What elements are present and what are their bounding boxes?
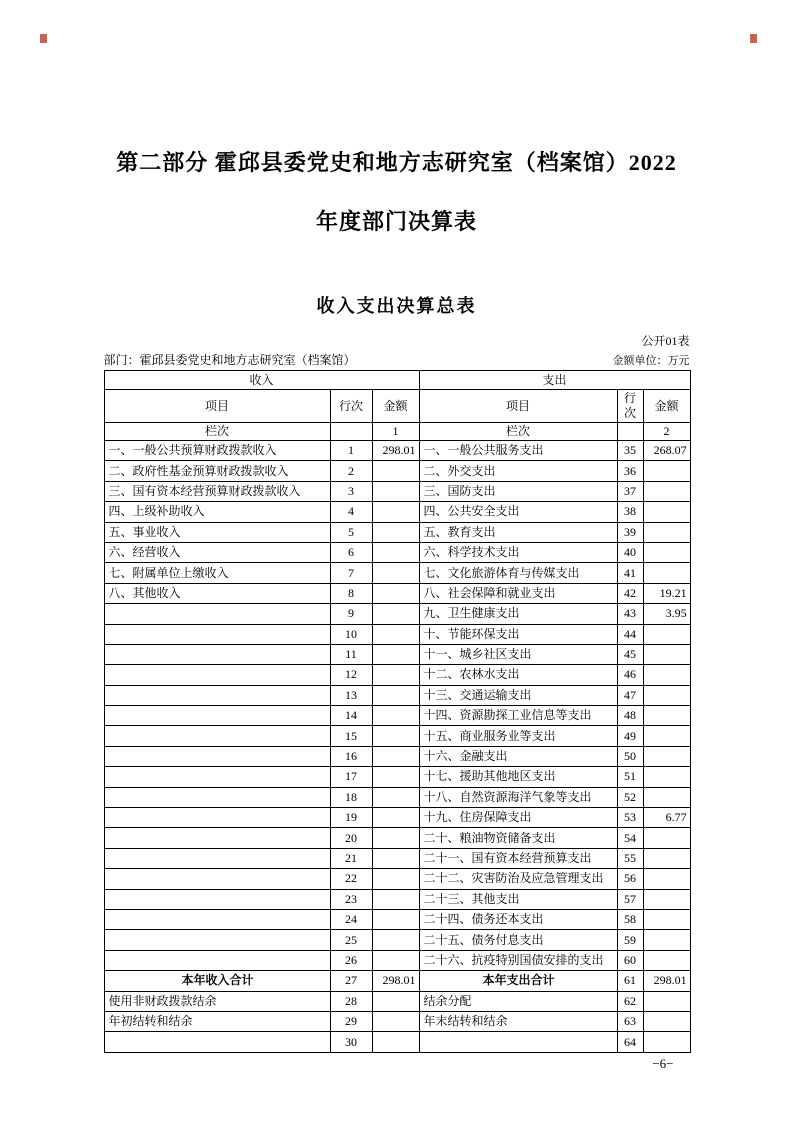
income-item-cell: [104, 930, 330, 950]
expense-amount-cell: [643, 644, 690, 664]
expense-line-cell: 51: [617, 767, 643, 787]
table-row: [104, 644, 690, 664]
expense-line-cell: 46: [617, 665, 643, 685]
expense-line-cell: 52: [617, 787, 643, 807]
expense-item-cell: 十八、自然资源海洋气象等支出: [419, 787, 617, 807]
expense-line-cell: 45: [617, 644, 643, 664]
income-line-cell: 20: [330, 828, 372, 848]
expense-line-cell: 50: [617, 746, 643, 766]
expense-line-cell: 58: [617, 909, 643, 929]
table-row: [104, 624, 690, 644]
income-item-cell: [104, 726, 330, 746]
income-amount-cell: [372, 502, 419, 522]
income-item-cell: [104, 909, 330, 929]
income-item-cell: [104, 604, 330, 624]
expense-line-cell: 39: [617, 522, 643, 542]
expense-item-cell: 十四、资源勘探工业信息等支出: [419, 706, 617, 726]
income-amount-cell: [372, 1011, 419, 1031]
income-line-cell: 22: [330, 869, 372, 889]
expense-line-cell: 35: [617, 441, 643, 461]
income-amount-cell: [372, 644, 419, 664]
expense-amount-cell: [643, 706, 690, 726]
income-line-cell: 9: [330, 604, 372, 624]
income-amount-cell: [372, 848, 419, 868]
income-amount-cell: [372, 461, 419, 481]
expense-item-cell: 八、社会保障和就业支出: [419, 583, 617, 603]
table-title: 收入支出决算总表: [316, 296, 477, 316]
expense-line-cell: 48: [617, 706, 643, 726]
income-amount-cell: [372, 726, 419, 746]
expense-amount-cell: 298.01: [643, 971, 690, 991]
table-row: [104, 909, 690, 929]
income-line-cell: 11: [330, 644, 372, 664]
expense-line-cell: 59: [617, 930, 643, 950]
income-item-cell: [104, 665, 330, 685]
income-amount-cell: [372, 767, 419, 787]
table-row: [104, 502, 690, 522]
expense-column-index: 2: [643, 423, 690, 441]
department-label: 部门：霍邱县委党史和地方志研究室（档案馆）: [103, 353, 356, 367]
table-row: [104, 930, 690, 950]
expense-item-cell: 十五、商业服务业等支出: [419, 726, 617, 746]
expense-amount-cell: [643, 787, 690, 807]
expense-line-cell: 44: [617, 624, 643, 644]
table-row: [104, 889, 690, 909]
table-code-label: 公开01表: [641, 334, 690, 348]
income-line-cell: 24: [330, 909, 372, 929]
expense-line-cell: 38: [617, 502, 643, 522]
expense-amount-cell: [643, 685, 690, 705]
section-header-row: [104, 371, 690, 390]
income-line-cell: 23: [330, 889, 372, 909]
table-row: [104, 848, 690, 868]
income-amount-cell: [372, 685, 419, 705]
expense-item-cell: 二十五、债务付息支出: [419, 930, 617, 950]
expense-amount-cell: 268.07: [643, 441, 690, 461]
expense-line-cell: 53: [617, 808, 643, 828]
expense-item-cell: 二十一、国有资本经营预算支出: [419, 848, 617, 868]
table-row: [104, 1011, 690, 1031]
expense-item-cell: 二十三、其他支出: [419, 889, 617, 909]
income-item-cell: [104, 848, 330, 868]
expense-item-cell: 五、教育支出: [419, 522, 617, 542]
expense-item-cell: 六、科学技术支出: [419, 542, 617, 562]
income-item-cell: [104, 787, 330, 807]
expense-amount-cell: [643, 665, 690, 685]
expense-line-cell: 36: [617, 461, 643, 481]
expense-line-cell: 56: [617, 869, 643, 889]
income-line-cell: 13: [330, 685, 372, 705]
expense-amount-cell: [643, 522, 690, 542]
income-amount-cell: [372, 889, 419, 909]
income-amount-cell: [372, 746, 419, 766]
income-amount-header: 金额: [372, 390, 419, 423]
expense-line-cell: 43: [617, 604, 643, 624]
income-line-cell: 10: [330, 624, 372, 644]
expense-item-cell: 三、国防支出: [419, 481, 617, 501]
income-line-cell: 28: [330, 991, 372, 1011]
income-line-cell: 4: [330, 502, 372, 522]
table-row: [104, 542, 690, 562]
income-item-cell: [104, 869, 330, 889]
income-line-cell: 21: [330, 848, 372, 868]
income-line-cell: 2: [330, 461, 372, 481]
expense-item-cell: 一、一般公共服务支出: [419, 441, 617, 461]
income-item-cell: [104, 685, 330, 705]
income-line-cell: 18: [330, 787, 372, 807]
income-column-index-label: 栏次: [104, 423, 330, 441]
income-item-cell: 三、国有资本经营预算财政拨款收入: [104, 481, 330, 501]
income-line-cell: 25: [330, 930, 372, 950]
table-row: [104, 828, 690, 848]
table-row: [104, 461, 690, 481]
table-row: [104, 808, 690, 828]
income-amount-cell: [372, 583, 419, 603]
budget-table: [104, 370, 691, 1053]
document-title-line2: 年度部门决算表: [315, 209, 477, 234]
expense-amount-cell: [643, 909, 690, 929]
expense-item-cell: 七、文化旅游体育与传媒支出: [419, 563, 617, 583]
expense-amount-cell: [643, 869, 690, 889]
income-amount-cell: [372, 991, 419, 1011]
expense-line-cell: 62: [617, 991, 643, 1011]
income-item-cell: 本年收入合计: [104, 971, 330, 991]
income-line-cell: 30: [330, 1032, 372, 1052]
expense-item-cell: 四、公共安全支出: [419, 502, 617, 522]
income-amount-cell: [372, 563, 419, 583]
expense-line-cell: 61: [617, 971, 643, 991]
income-item-cell: 四、上级补助收入: [104, 502, 330, 522]
income-item-cell: 六、经营收入: [104, 542, 330, 562]
expense-item-cell: 十九、住房保障支出: [419, 808, 617, 828]
expense-amount-cell: [643, 746, 690, 766]
expense-line-index-blank: [617, 423, 643, 441]
income-item-cell: 七、附属单位上缴收入: [104, 563, 330, 583]
income-item-cell: [104, 828, 330, 848]
table-row: [104, 604, 690, 624]
expense-line-header: 行次: [617, 390, 643, 423]
column-header-row: [104, 390, 690, 423]
expense-amount-cell: [643, 767, 690, 787]
income-amount-cell: [372, 869, 419, 889]
expense-line-cell: 54: [617, 828, 643, 848]
income-item-cell: [104, 889, 330, 909]
expense-amount-cell: [643, 991, 690, 1011]
income-item-cell: 一、一般公共预算财政拨款收入: [104, 441, 330, 461]
expense-line-cell: 37: [617, 481, 643, 501]
expense-amount-cell: [643, 1011, 690, 1031]
income-line-cell: 26: [330, 950, 372, 970]
table-row: [104, 1032, 690, 1052]
expense-item-cell: [419, 1032, 617, 1052]
table-row: [104, 991, 690, 1011]
income-amount-cell: [372, 604, 419, 624]
table-row: [104, 685, 690, 705]
expense-item-cell: 二十六、抗疫特别国债安排的支出: [419, 950, 617, 970]
expense-line-cell: 47: [617, 685, 643, 705]
income-amount-cell: [372, 909, 419, 929]
expense-item-cell: 结余分配: [419, 991, 617, 1011]
expense-amount-cell: [643, 461, 690, 481]
income-item-cell: [104, 1032, 330, 1052]
income-item-cell: [104, 624, 330, 644]
expense-amount-header: 金额: [643, 390, 690, 423]
expense-section-header: 支出: [419, 371, 690, 390]
income-amount-cell: [372, 706, 419, 726]
column-index-row: [104, 423, 690, 441]
income-item-cell: [104, 808, 330, 828]
table-row: [104, 971, 690, 991]
income-amount-cell: [372, 1032, 419, 1052]
table-row: [104, 583, 690, 603]
expense-line-cell: 64: [617, 1032, 643, 1052]
table-row: [104, 563, 690, 583]
expense-amount-cell: [643, 930, 690, 950]
income-amount-cell: [372, 930, 419, 950]
income-line-cell: 16: [330, 746, 372, 766]
expense-amount-cell: [643, 950, 690, 970]
income-item-cell: 二、政府性基金预算财政拨款收入: [104, 461, 330, 481]
expense-item-cell: 本年支出合计: [419, 971, 617, 991]
income-line-cell: 15: [330, 726, 372, 746]
expense-amount-cell: [643, 848, 690, 868]
expense-amount-cell: [643, 542, 690, 562]
income-line-cell: 1: [330, 441, 372, 461]
income-item-cell: 五、事业收入: [104, 522, 330, 542]
income-amount-cell: [372, 665, 419, 685]
table-row: [104, 869, 690, 889]
expense-item-cell: 九、卫生健康支出: [419, 604, 617, 624]
expense-amount-cell: [643, 502, 690, 522]
expense-line-cell: 55: [617, 848, 643, 868]
income-amount-cell: [372, 828, 419, 848]
expense-amount-cell: 19.21: [643, 583, 690, 603]
table-row: [104, 746, 690, 766]
expense-column-index-label: 栏次: [419, 423, 617, 441]
table-row: [104, 726, 690, 746]
income-amount-cell: [372, 950, 419, 970]
expense-amount-cell: [643, 624, 690, 644]
income-item-cell: [104, 644, 330, 664]
meta-row: [104, 351, 690, 368]
income-line-cell: 27: [330, 971, 372, 991]
income-line-cell: 8: [330, 583, 372, 603]
expense-line-cell: 41: [617, 563, 643, 583]
expense-item-cell: 二十四、债务还本支出: [419, 909, 617, 929]
table-row: [104, 665, 690, 685]
expense-line-cell: 60: [617, 950, 643, 970]
expense-line-cell: 63: [617, 1011, 643, 1031]
table-row: [104, 706, 690, 726]
sheet-area: [104, 332, 690, 1072]
expense-amount-cell: [643, 563, 690, 583]
income-line-cell: 3: [330, 481, 372, 501]
expense-line-cell: 49: [617, 726, 643, 746]
table-row: [104, 767, 690, 787]
page-number: −6−: [652, 1055, 674, 1071]
income-line-cell: 14: [330, 706, 372, 726]
expense-line-cell: 40: [617, 542, 643, 562]
expense-amount-cell: [643, 828, 690, 848]
income-amount-cell: [372, 787, 419, 807]
income-line-header: 行次: [330, 390, 372, 423]
income-item-cell: [104, 746, 330, 766]
expense-line-cell: 57: [617, 889, 643, 909]
expense-amount-cell: 3.95: [643, 604, 690, 624]
table-row: [104, 787, 690, 807]
income-item-header: 项目: [104, 390, 330, 423]
income-amount-cell: [372, 542, 419, 562]
income-item-cell: [104, 767, 330, 787]
expense-item-cell: 年末结转和结余: [419, 1011, 617, 1031]
expense-line-cell: 42: [617, 583, 643, 603]
income-amount-cell: 298.01: [372, 971, 419, 991]
income-amount-cell: [372, 522, 419, 542]
expense-item-cell: 十、节能环保支出: [419, 624, 617, 644]
income-item-cell: 使用非财政拨款结余: [104, 991, 330, 1011]
income-item-cell: [104, 950, 330, 970]
income-line-cell: 17: [330, 767, 372, 787]
expense-item-cell: 二十、粮油物资储备支出: [419, 828, 617, 848]
expense-amount-cell: [643, 1032, 690, 1052]
red-mark-top-left: [40, 34, 47, 43]
income-line-cell: 5: [330, 522, 372, 542]
expense-item-cell: 十二、农林水支出: [419, 665, 617, 685]
expense-amount-cell: [643, 726, 690, 746]
income-line-cell: 19: [330, 808, 372, 828]
income-line-cell: 12: [330, 665, 372, 685]
income-line-cell: 6: [330, 542, 372, 562]
expense-item-cell: 十三、交通运输支出: [419, 685, 617, 705]
income-item-cell: 八、其他收入: [104, 583, 330, 603]
expense-item-header: 项目: [419, 390, 617, 423]
red-mark-top-right: [750, 34, 757, 43]
income-amount-cell: [372, 624, 419, 644]
expense-amount-cell: 6.77: [643, 808, 690, 828]
income-item-cell: [104, 706, 330, 726]
expense-item-cell: 十六、金融支出: [419, 746, 617, 766]
expense-item-cell: 十七、援助其他地区支出: [419, 767, 617, 787]
expense-item-cell: 二、外交支出: [419, 461, 617, 481]
amount-unit-label: 金额单位：万元: [612, 355, 690, 367]
expense-amount-cell: [643, 889, 690, 909]
table-row: [104, 950, 690, 970]
expense-amount-cell: [643, 481, 690, 501]
document-title-line1: 第二部分 霍邱县委党史和地方志研究室（档案馆）2022: [116, 150, 677, 175]
table-row: [104, 522, 690, 542]
table-row: [104, 481, 690, 501]
income-section-header: 收入: [104, 371, 419, 390]
expense-item-cell: 十一、城乡社区支出: [419, 644, 617, 664]
income-amount-cell: 298.01: [372, 441, 419, 461]
income-column-index: 1: [372, 423, 419, 441]
table-row: [104, 441, 690, 461]
income-line-cell: 29: [330, 1011, 372, 1031]
income-line-cell: 7: [330, 563, 372, 583]
income-amount-cell: [372, 808, 419, 828]
income-amount-cell: [372, 481, 419, 501]
income-line-index-blank: [330, 423, 372, 441]
income-item-cell: 年初结转和结余: [104, 1011, 330, 1031]
expense-item-cell: 二十二、灾害防治及应急管理支出: [419, 869, 617, 889]
